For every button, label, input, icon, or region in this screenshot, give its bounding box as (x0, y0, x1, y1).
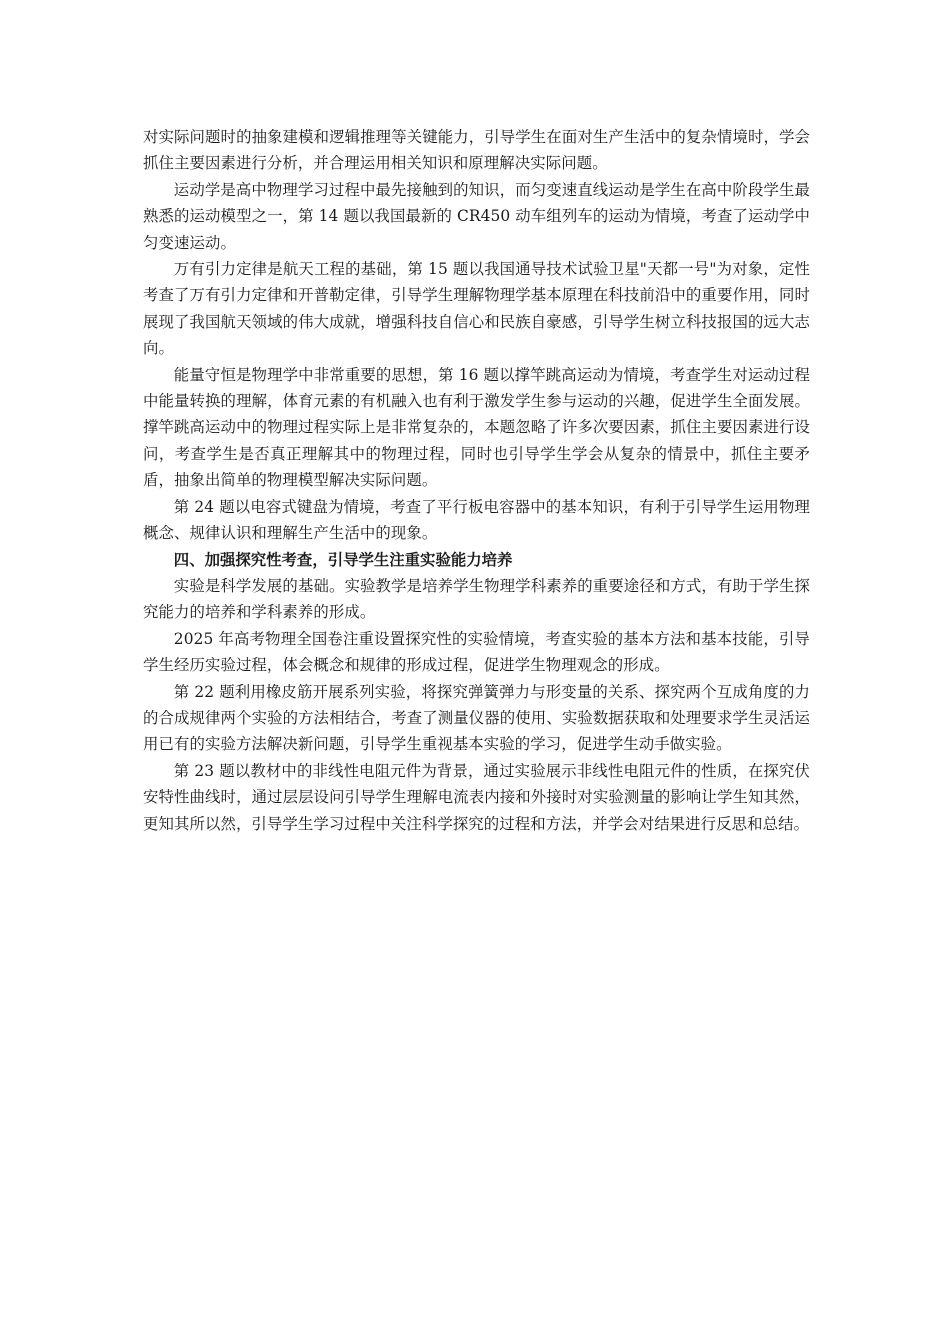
paragraph-question-23: 第 23 题以教材中的非线性电阻元件为背景，通过实验展示非线性电阻元件的性质，在探究伏安特性曲线时，通过层层设问引导学生理解电流表内接和外接时对实验测量的影响让学生知其然，更知其所以然，引导学生学习过程中关注科学探究的过程和方法，并学会对结果进行反思和总结。 (143, 761, 810, 833)
paragraph-continuation: 对实际问题时的抽象建模和逻辑推理等关键能力，引导学生在面对生产生活中的复杂情境时，学会抓住主要因素进行分析，并合理运用相关知识和原理解决实际问题。 (143, 128, 810, 173)
section-heading: 四、加强探究性考查，引导学生注重实验能力培养 (173, 550, 513, 569)
document-page (143, 124, 810, 837)
paragraph-kinematics: 运动学是高中物理学习过程中最先接触到的知识，而匀变速直线运动是学生在高中阶段学生最熟悉的运动模型之一，第 14 题以我国最新的 CR450 动车组列车的运动为情境，考查了运动学中匀变速运动。 (143, 180, 810, 252)
paragraph-capacitor: 第 24 题以电容式键盘为情境，考查了平行板电容器中的基本知识，有利于引导学生运用物理概念、规律认识和理解生产生活中的现象。 (143, 497, 810, 543)
paragraph-experiment-basis: 实验是科学发展的基础。实验教学是培养学生物理学科素养的重要途径和方式，有助于学生探究能力的培养和学科素养的形成。 (143, 576, 810, 622)
paragraph-question-22: 第 22 题利用橡皮筋开展系列实验，将探究弹簧弹力与形变量的关系、探究两个互成角度的力的合成规律两个实验的方法相结合，考查了测量仪器的使用、实验数据获取和处理要求学生灵活运用已有的实验方法解决新问题，引导学生重视基本实验的学习，促进学生动手做实验。 (143, 682, 810, 754)
paragraph-gravitation: 万有引力定律是航天工程的基础，第 15 题以我国通导技术试验卫星"天都一号"为对象，定性考查了万有引力定律和开普勒定律，引导学生理解物理学基本原理在科技前沿中的重要作用，同时展现了我国航天领域的伟大成就，增强科技自信心和民族自豪感，引导学生树立科技报国的远大志向。 (143, 260, 810, 358)
paragraph-exam-2025: 2025 年高考物理全国卷注重设置探究性的实验情境，考查实验的基本方法和基本技能，引导学生经历实验过程，体会概念和规律的形成过程，促进学生物理观念的形成。 (143, 629, 810, 675)
paragraph-energy-conservation: 能量守恒是物理学中非常重要的思想，第 16 题以撑竿跳高运动为情境，考查学生对运动过程中能量转换的理解，体育元素的有机融入也有利于激发学生参与运动的兴趣，促进学生全面发展。撑竿跳高运动中的物理过程实际上是非常复杂的，本题忽略了许多次要因素，抓住主要因素进行设问，考查学生是否真正理解其中的物理过程，同时也引导学生学会从复杂的情景中，抓住主要矛盾，抽象出简单的物理模型解决实际问题。 (143, 365, 810, 490)
